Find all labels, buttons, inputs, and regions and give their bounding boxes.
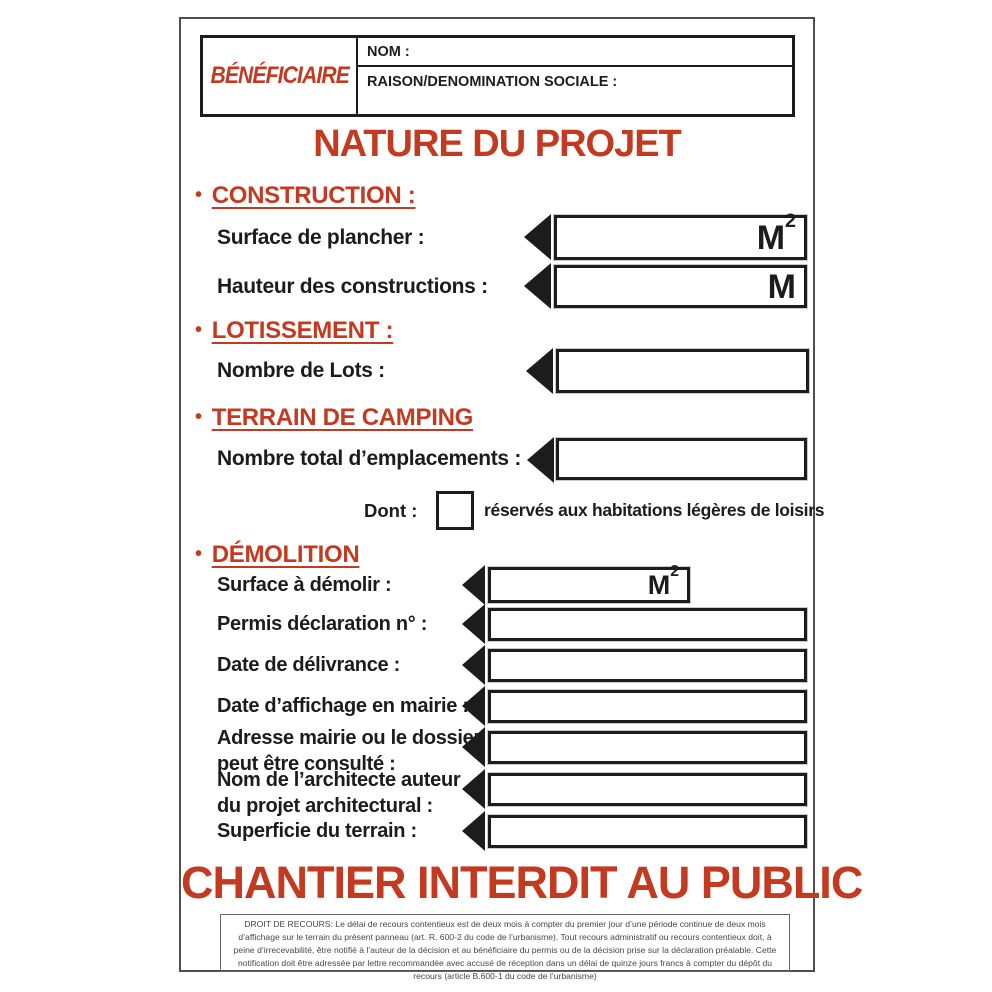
bullet-icon: • xyxy=(195,184,202,206)
legal-notice: DROIT DE RECOURS: Le délai de recours contentieux est de deux mois à compter du premier jour d’une période continue de deux mois d’affichage sur le terrain du présent panneau (art. R. 600-2 du code de l’urbanisme). Tout recours administratif ou recours contentieux doit, à peine d’irrecevabilité, être notifié à l’auteur de la décision et au bénéficiaire du permis ou de la décision prise sur la déclaration préalable. Cette notification doit être adressée par lettre recommandée avec accusé de réception dans un délai de quinze jours francs à compter du dépôt du recours (article B.600-1 du code de l’urbanisme) xyxy=(220,914,790,972)
permis-declaration-field[interactable] xyxy=(488,608,807,641)
unit-m2: $M^2$ xyxy=(756,210,796,257)
hauteur-constructions-field[interactable] xyxy=(554,265,807,308)
bullet-icon: • xyxy=(195,319,202,341)
date-affichage-label: Date d’affichage en mairie : xyxy=(217,695,469,717)
superficie-terrain-label: Superficie du terrain : xyxy=(217,820,417,842)
section-camping-label: TERRAIN DE CAMPING xyxy=(211,404,473,431)
surface-plancher-label: Surface de plancher : xyxy=(217,225,425,249)
beneficiaire-label: BÉNÉFICIAIRE xyxy=(210,62,349,89)
beneficiaire-table xyxy=(200,35,795,117)
architecte-field[interactable] xyxy=(488,773,807,806)
nombre-emplacements-label: Nombre total d’emplacements : xyxy=(217,447,522,470)
raison-sociale-label: RAISON/DENOMINATION SOCIALE : xyxy=(367,74,618,90)
arrow-left-icon xyxy=(462,645,485,685)
arrow-left-icon xyxy=(524,214,551,260)
arrow-left-icon xyxy=(524,263,551,309)
dont-field[interactable] xyxy=(436,491,474,530)
arrow-left-icon xyxy=(462,727,485,767)
nombre-lots-label: Nombre de Lots : xyxy=(217,359,385,382)
unit-m: M xyxy=(767,267,796,306)
arrow-left-icon xyxy=(526,348,553,394)
beneficiaire-fields xyxy=(358,38,792,114)
arrow-left-icon xyxy=(462,686,485,726)
arrow-left-icon xyxy=(462,604,485,644)
arrow-left-icon xyxy=(462,769,485,809)
surface-demolir-field[interactable] xyxy=(488,563,690,603)
adresse-mairie-field[interactable] xyxy=(488,731,807,764)
section-demolition-label: DÉMOLITION xyxy=(211,541,360,568)
nombre-lots-field[interactable] xyxy=(556,349,809,393)
section-header-construction xyxy=(195,182,416,210)
nom-field[interactable] xyxy=(358,38,792,67)
raison-sociale-field[interactable] xyxy=(358,67,792,114)
nom-label: NOM : xyxy=(367,43,410,60)
arrow-left-icon xyxy=(527,437,554,483)
sign-panel xyxy=(179,17,863,981)
section-header-lotissement xyxy=(195,317,393,345)
nombre-emplacements-field[interactable] xyxy=(556,438,807,480)
bullet-icon: • xyxy=(195,406,202,428)
surface-plancher-field[interactable] xyxy=(554,210,807,260)
dont-label: Dont : xyxy=(364,500,418,521)
unit-m2: $M^2$ xyxy=(647,563,679,600)
section-construction-label: CONSTRUCTION : xyxy=(211,182,416,209)
surface-demolir-label: Surface à démolir : xyxy=(217,573,392,596)
date-affichage-field[interactable] xyxy=(488,690,807,723)
beneficiaire-header-cell xyxy=(203,38,358,114)
permis-declaration-label: Permis déclaration n° : xyxy=(217,613,428,635)
section-lotissement-label: LOTISSEMENT : xyxy=(211,317,394,344)
date-delivrance-field[interactable] xyxy=(488,649,807,682)
section-header-demolition xyxy=(195,541,359,569)
date-delivrance-label: Date de délivrance : xyxy=(217,654,400,676)
adresse-mairie-label: Adresse mairie ou le dossier peut être consulté : xyxy=(217,727,481,775)
section-header-camping xyxy=(195,404,473,432)
arrow-left-icon xyxy=(462,565,485,605)
architecte-label: Nom de l’architecte auteur du projet architectural : xyxy=(217,769,461,817)
hauteur-constructions-label: Hauteur des constructions : xyxy=(217,274,488,298)
warning-banner: CHANTIER INTERDIT AU PUBLIC xyxy=(181,857,863,908)
arrow-left-icon xyxy=(462,811,485,851)
bullet-icon: • xyxy=(195,543,202,565)
dont-suffix-label: réservés aux habitations légères de loisirs xyxy=(484,500,825,520)
superficie-terrain-field[interactable] xyxy=(488,815,807,848)
page-title: NATURE DU PROJET xyxy=(313,123,681,165)
